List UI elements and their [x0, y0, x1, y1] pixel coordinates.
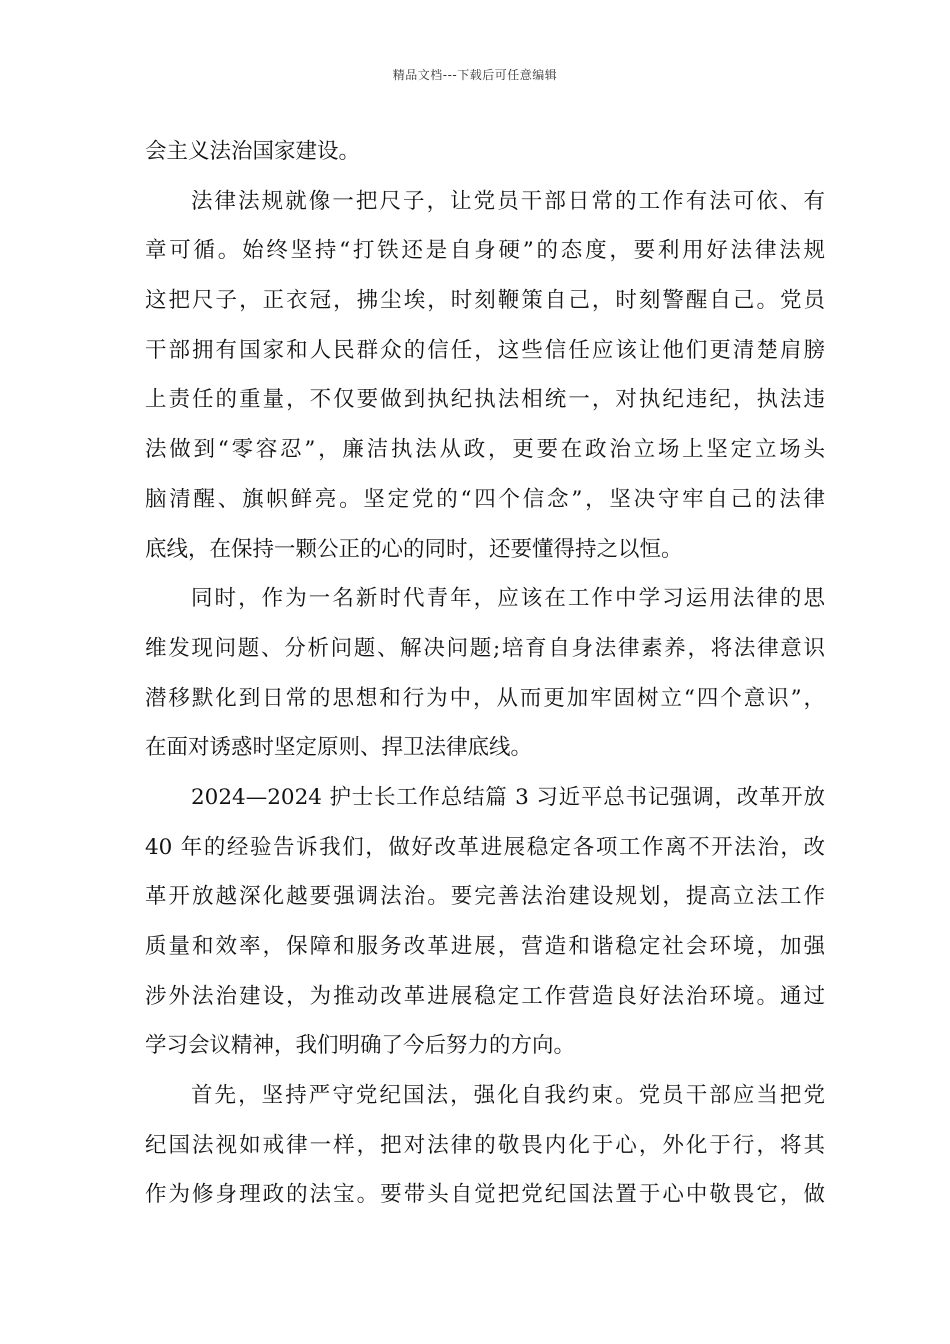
text-line: 脑清醒、旗帜鲜亮。坚定党的“四个信念”，坚决守牢自己的法律: [145, 486, 825, 512]
text-line: 学习会议精神，我们明确了今后努力的方向。: [145, 1033, 576, 1059]
document-body: [145, 127, 825, 1220]
text-line: 首先，坚持严守党纪国法，强化自我约束。党员干部应当把党: [191, 1083, 825, 1109]
text-line: 潜移默化到日常的思想和行为中，从而更加牢固树立“四个意识”，: [145, 685, 825, 711]
text-line: 维发现问题、分析问题、解决问题;培育自身法律素养，将法律意识: [145, 635, 825, 661]
text-line: 纪国法视如戒律一样，把对法律的敬畏内化于心，外化于行，将其: [145, 1132, 825, 1158]
text-line: 质量和效率，保障和服务改革进展，营造和谐稳定社会环境，加强: [145, 934, 825, 959]
text-line: 上责任的重量，不仅要做到执纪执法相统一，对执纪违纪，执法违: [145, 387, 825, 413]
text-line: 40 年的经验告诉我们，做好改革进展稳定各项工作离不开法治，改: [145, 834, 825, 860]
text-line: 法律法规就像一把尺子，让党员干部日常的工作有法可依、有: [191, 188, 825, 214]
text-line: 同时，作为一名新时代青年，应该在工作中学习运用法律的思: [191, 586, 825, 612]
text-line: 法做到“零容忍”，廉洁执法从政，更要在政治立场上坚定立场头: [145, 437, 825, 463]
text-line: 干部拥有国家和人民群众的信任，这些信任应该让他们更清楚肩膀: [145, 337, 825, 363]
page-header: 精品文档---下载后可任意编辑: [392, 68, 558, 82]
text-line: 在面对诱惑时坚定原则、捍卫法律底线。: [145, 735, 533, 761]
text-line: 作为修身理政的法宝。要带头自觉把党纪国法置于心中敬畏它，做: [145, 1182, 825, 1208]
text-line: 2024—2024 护士长工作总结篇 3 习近平总书记强调，改革开放: [191, 784, 825, 810]
text-line: 会主义法治国家建设。: [145, 139, 361, 164]
text-line: 这把尺子，正衣冠，拂尘埃，时刻鞭策自己，时刻警醒自己。党员: [145, 288, 825, 314]
text-line: 涉外法治建设，为推动改革进展稳定工作营造良好法治环境。通过: [145, 983, 825, 1009]
text-line: 革开放越深化越要强调法治。要完善法治建设规划，提高立法工作: [145, 884, 825, 910]
text-line: 章可循。始终坚持“打铁还是自身硬”的态度，要利用好法律法规: [145, 238, 825, 264]
text-line: 底线，在保持一颗公正的心的同时，还要懂得持之以恒。: [145, 536, 683, 562]
